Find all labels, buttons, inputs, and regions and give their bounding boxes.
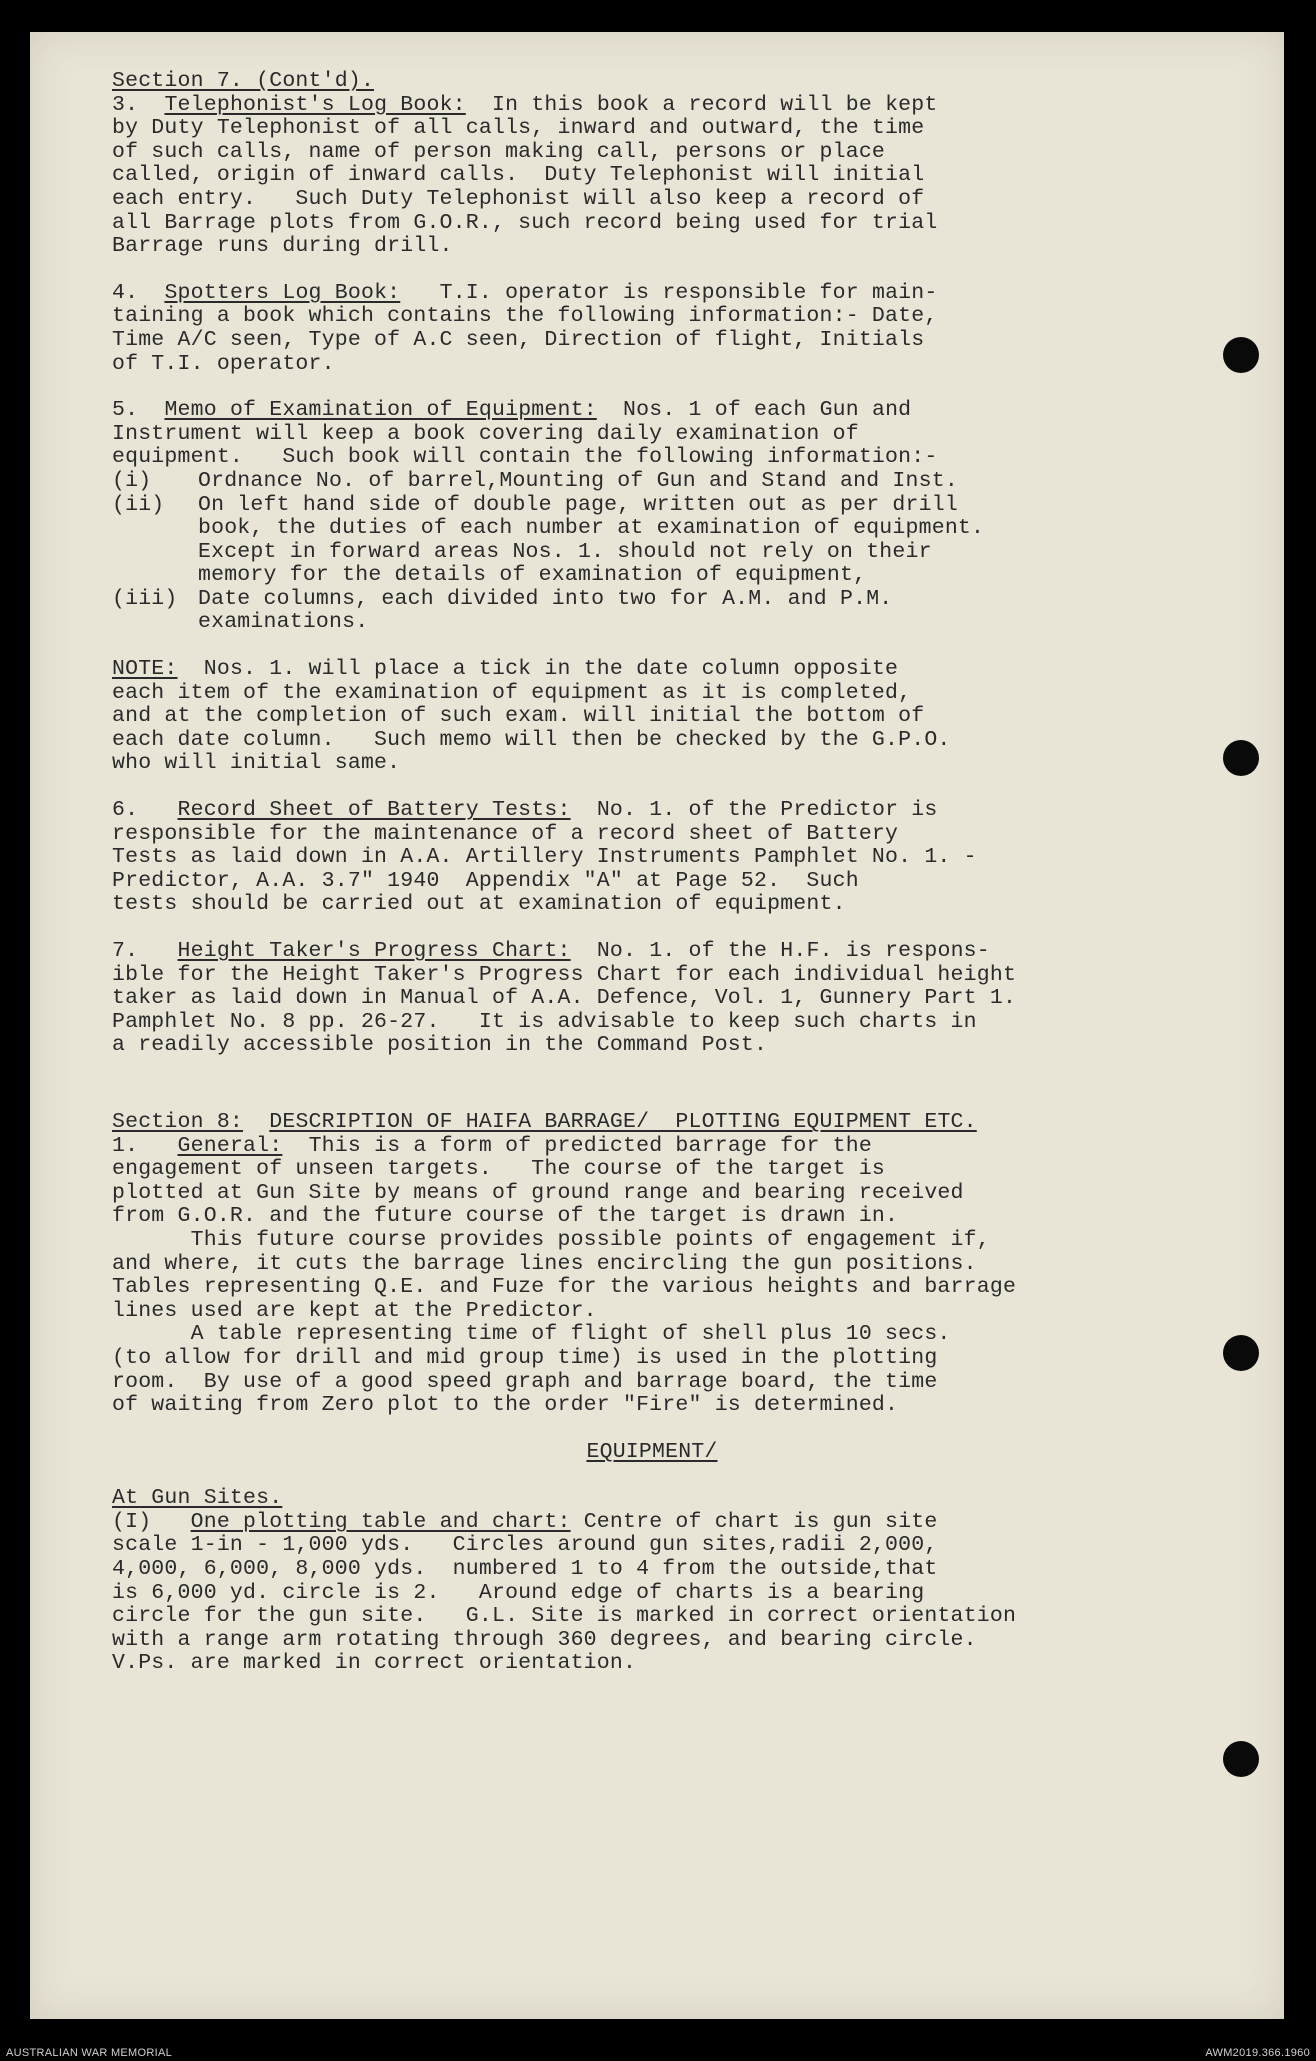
item-5-paragraph: 5. Memo of Examination of Equipment: Nos. 1 of each Gun and Instrument will keep a book covering daily examination of equipment. Such book will contain the following information:- (i) Ordnance No. of barrel,Mounting of Gun and Stand and Inst. (ii) On left hand side of double page, written out as per drill book, the duties of each number at examination of equipment. Except in forward areas Nos. 1. should not rely on their memory for the details of examination of equipment, (iii) Date columns, each divided into two for A.M. and P.M. examinations. [112,399,1192,635]
item-5-title: Memo of Examination of Equipment: [164,398,597,423]
section-8-label: Section 8: [112,1109,244,1134]
item-7-paragraph: 7. Height Taker's Progress Chart: No. 1. of the H.F. is respons- ible for the Height Taker's Progress Chart for each individual height taker as laid down in Manual of A.A. Defence, Vol. 1, Gunnery Part 1. Pamphlet No. 8 pp. 26-27. It is advisable to keep such charts in a readily accessible position in the Command Post. [112,939,1017,1058]
equipment-header-wrap [112,1441,1192,1465]
paper-sheet [30,32,1284,2019]
section-7-header: Section 7. (Cont'd). [112,69,375,93]
punch-hole [1223,740,1259,776]
punch-hole [1223,337,1259,373]
section-8-paragraph: Section 8: DESCRIPTION OF HAIFA BARRAGE/ PLOTTING EQUIPMENT ETC. 1. General: This is a form of predicted barrage for the engagement of unseen targets. The course of the target is plotted at Gun Site by means of ground range and bearing received from G.O.R. and the future course of the target is drawn in. This future course provides possible points of engagement if, and where, it cuts the barrage lines encircling the gun positions. Tables representing Q.E. and Fuze for the various heights and barrage lines used are kept at the Predictor. A table representing time of flight of shell plus 10 secs. (to allow for drill and mid group time) is used in the plotting room. By use of a good speed graph and barrage board, the time of waiting from Zero plot to the order "Fire" is determined. [112,1109,1017,1418]
typed-text-body [112,52,1192,1699]
punch-hole [1223,1741,1259,1777]
subitem-ii: (ii) On left hand side of double page, written out as per drill book, the duties of each number at examination of equipment. Except in forward areas Nos. 1. should not rely on their memory for the details of examination of equipment, [112,492,985,588]
item-3-title: Telephonist's Log Book: [164,92,466,117]
footer-archive-name: AUSTRALIAN WAR MEMORIAL [6,2047,173,2059]
item-4-title: Spotters Log Book: [164,280,401,305]
item-3-paragraph: Section 7. (Cont'd). 3. Telephonist's Log Book: In this book a record will be kept by Duty Telephonist of all calls, inward and outward, the time of such calls, name of person making call, persons or place called, origin of inward calls. Duty Telephonist will initial each entry. Such Duty Telephonist will also keep a record of all Barrage plots from G.O.R., such record being used for trial Barrage runs during drill. [112,70,1192,259]
general-title: General: [177,1133,283,1158]
item-6-paragraph: 6. Record Sheet of Battery Tests: No. 1. of the Predictor is responsible for the maintenance of a record sheet of Battery Tests as laid down in A.A. Artillery Instruments Pamphlet No. 1. - Predictor, A.A. 3.7" 1940 Appendix "A" at Page 52. Such tests should be carried out at examination of equipment. [112,798,977,917]
punch-hole [1223,1335,1259,1371]
gun-sites-title: At Gun Sites. [112,1486,283,1511]
item-7-title: Height Taker's Progress Chart: [177,939,571,963]
note-title: NOTE: [112,657,178,682]
subitem-i: (i) Ordnance No. of barrel,Mounting of Gun and Stand and Inst. [112,468,958,493]
gun-sites-paragraph: At Gun Sites. (I) One plotting table and chart: Centre of chart is gun site scale 1-in - 1,000 yds. Circles around gun sites,radii 2,000, 4,000, 6,000, 8,000 yds. numbered 1 to 4 from the outside,that is 6,000 yd. circle is 2. Around edge of charts is a bearing circle for the gun site. G.L. Site is marked in correct orientation with a range arm rotating through 360 degrees, and bearing circle. V.Ps. are marked in correct orientation. [112,1487,1192,1676]
note-paragraph: NOTE: Nos. 1. will place a tick in the date column opposite each item of the examination of equipment as it is completed, and at the completion of such exam. will initial the bottom of each date column. Such memo will then be checked by the G.P.O. who will initial same. [112,657,951,776]
footer-catalogue-id: AWM2019.366.1960 [1205,2047,1310,2059]
plotting-table-title: One plotting table and chart: [190,1509,571,1534]
item-6-title: Record Sheet of Battery Tests: [177,798,571,823]
item-4-paragraph: 4. Spotters Log Book: T.I. operator is responsible for main- taining a book which contains the following information:- Date, Time A/C seen, Type of A.C seen, Direction of flight, Initials of T.I. operator. [112,280,938,376]
section-8-title: DESCRIPTION OF HAIFA BARRAGE/ PLOTTING EQUIPMENT ETC. [269,1109,977,1134]
subitem-iii: (iii) Date columns, each divided into two for A.M. and P.M. examinations. [112,586,893,635]
equipment-header: EQUIPMENT/ [586,1439,718,1464]
item-3-number: 3. [112,92,139,117]
